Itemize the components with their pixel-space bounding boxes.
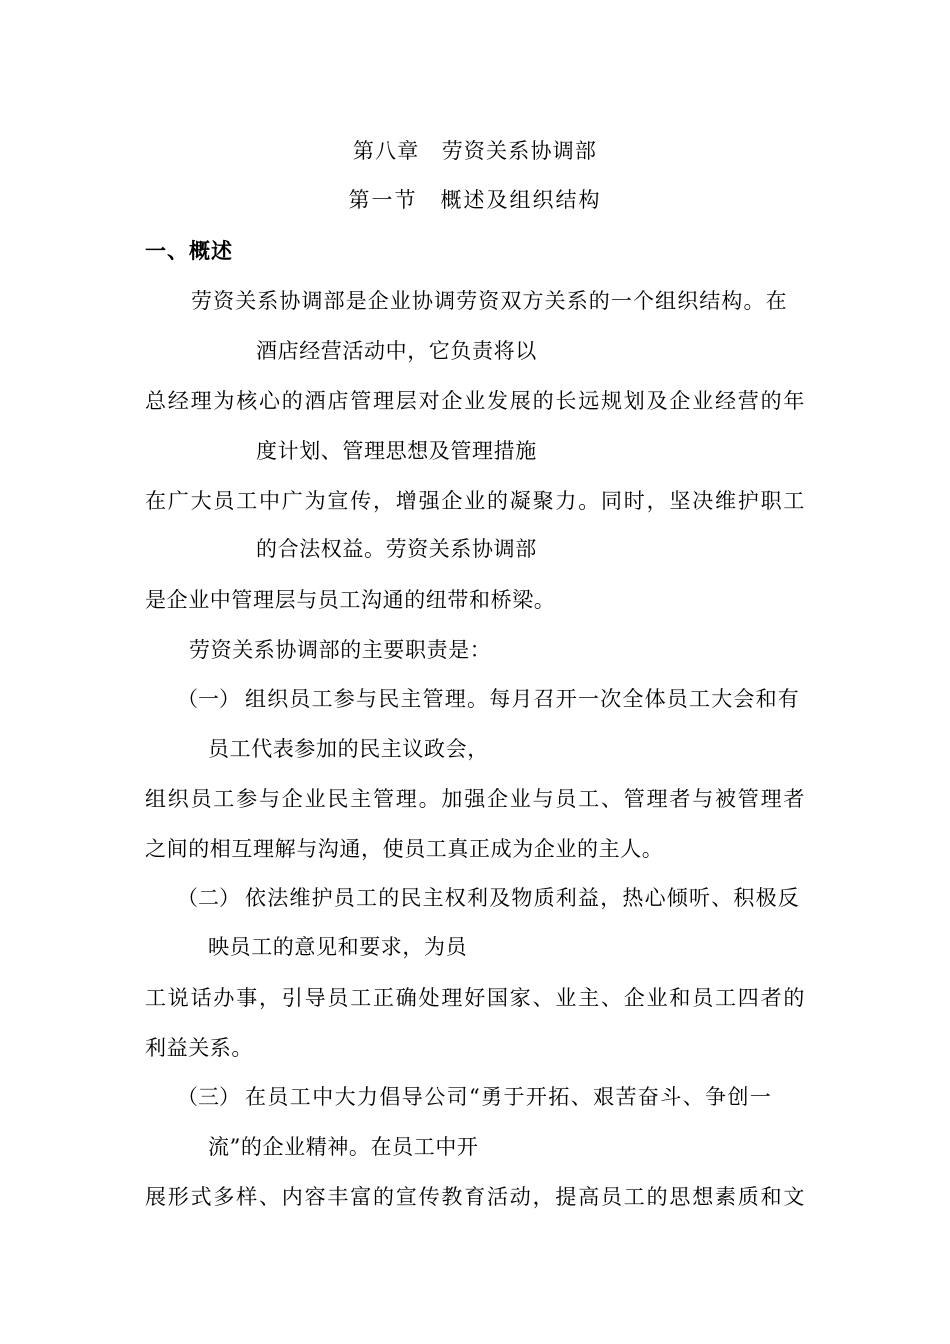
paragraph-line: 劳资关系协调部是企业协调劳资双方关系的一个组织结构。在: [191, 289, 788, 313]
list-item-line: 工说话办事，引导员工正确处理好国家、业主、企业和员工四者的: [145, 986, 805, 1010]
paragraph-line: 的合法权益。劳资关系协调部: [256, 537, 537, 561]
list-item-line: 展形式多样、内容丰富的宣传教育活动，提高员工的思想素质和文: [145, 1185, 805, 1209]
list-item-number: （一）: [177, 687, 240, 711]
paragraph-line: 度计划、管理思想及管理措施: [256, 439, 537, 463]
heading-overview: 一、概述: [145, 238, 233, 263]
paragraph-line: 总经理为核心的酒店管理层对企业发展的长远规划及企业经营的年: [145, 389, 805, 413]
chapter-title: 第八章 劳资关系协调部: [352, 139, 598, 163]
list-item-line: 流”的企业精神。在员工中开: [208, 1135, 479, 1159]
list-item-line: 映员工的意见和要求，为员: [208, 935, 468, 959]
duties-intro: 劳资关系协调部的主要职责是：: [189, 638, 492, 662]
list-item-line: 在员工中大力倡导公司“勇于开拓、艰苦奋斗、争创一: [245, 1085, 773, 1109]
paragraph-line: 是企业中管理层与员工沟通的纽带和桥梁。: [145, 588, 556, 612]
list-item-line: 组织员工参与企业民主管理。加强企业与员工、管理者与被管理者: [145, 787, 805, 811]
paragraph-line: 在广大员工中广为宣传，增强企业的凝聚力。同时，坚决维护职工: [145, 489, 805, 513]
list-item-number: （二）: [177, 886, 240, 910]
list-item-line: 组织员工参与民主管理。每月召开一次全体员工大会和有: [245, 687, 800, 711]
list-item-line: 依法维护员工的民主权利及物质利益，热心倾听、积极反: [245, 886, 800, 910]
section-title: 第一节 概述及组织结构: [348, 188, 602, 212]
list-item-number: （三）: [177, 1085, 240, 1109]
paragraph-line: 酒店经营活动中，它负责将以: [256, 339, 537, 363]
list-item-line: 利益关系。: [145, 1036, 253, 1060]
list-item-line: 之间的相互理解与沟通，使员工真正成为企业的主人。: [145, 837, 664, 861]
list-item-line: 员工代表参加的民主议政会，: [208, 737, 489, 761]
